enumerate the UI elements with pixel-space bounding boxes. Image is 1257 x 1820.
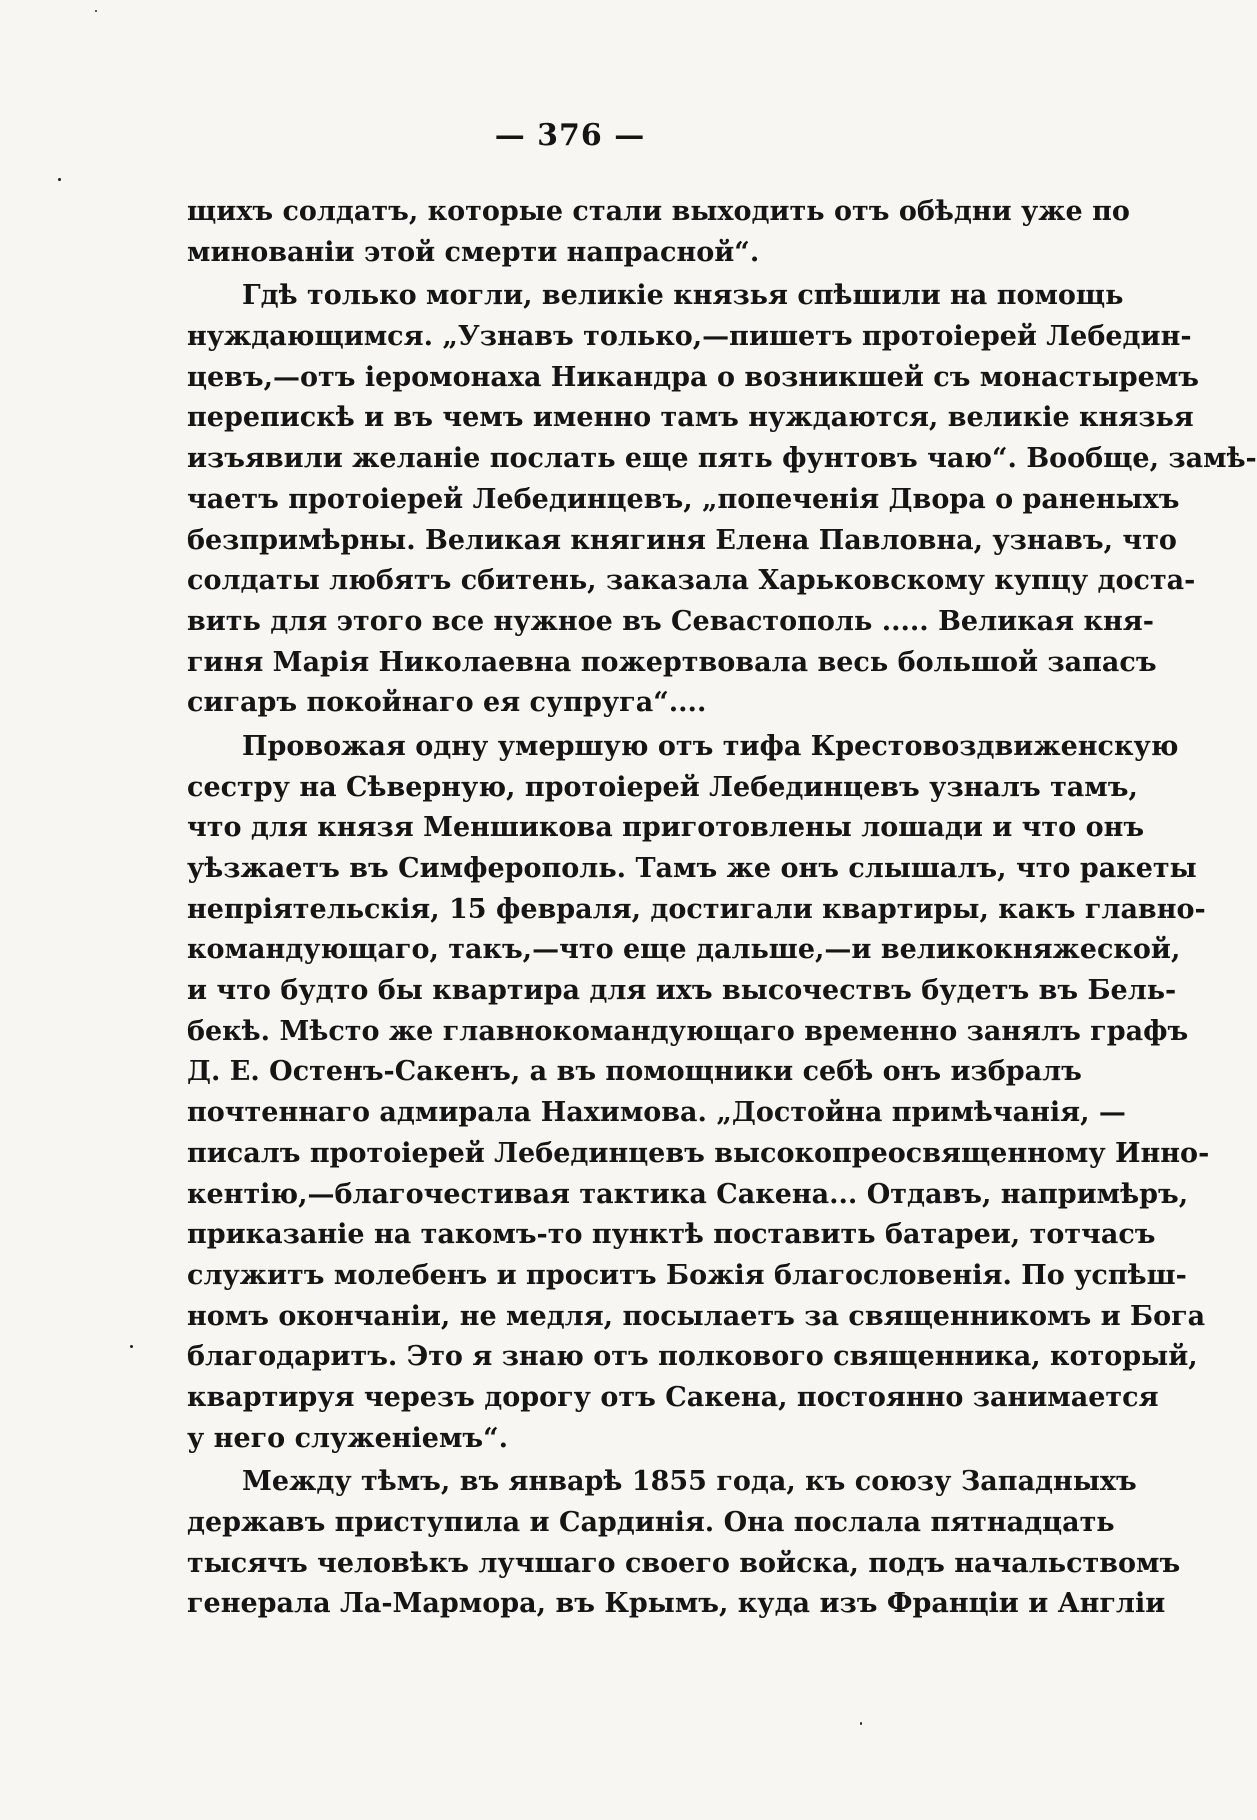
body-text bbox=[187, 192, 1257, 1625]
text-line: державъ приступила и Сардинія. Она послала пятнадцать bbox=[187, 1507, 1115, 1538]
text-line: генерала Ла-Мармора, въ Крымъ, куда изъ Франціи и Англіи bbox=[187, 1588, 1166, 1620]
text-line: солдаты любятъ сбитень, заказала Харьковскому купцу доста- bbox=[187, 565, 1196, 597]
text-line: Провожая одну умершую отъ тифа Крестовоздвиженскую bbox=[242, 730, 1179, 762]
text-line: сестру на Сѣверную, протоіерей Лебединцевъ узналъ тамъ, bbox=[187, 771, 1138, 803]
text-line: Между тѣмъ, въ январѣ 1855 года, къ союзу Западныхъ bbox=[242, 1466, 1137, 1498]
text-line: безпримѣрны. Великая княгиня Елена Павловна, узнавъ, что bbox=[187, 524, 1177, 556]
scan-speck bbox=[58, 178, 61, 181]
text-line: нуждающимся. „Узнавъ только,—пишетъ протоіерей Лебедин- bbox=[187, 321, 1192, 353]
text-line: перепискѣ и въ чемъ именно тамъ нуждаются, великіе князья bbox=[187, 402, 1194, 434]
text-line: что для князя Меншикова приготовлены лошади и что онъ bbox=[187, 812, 1145, 844]
text-line: квартируя черезъ дорогу отъ Сакена, постоянно занимается bbox=[187, 1381, 1159, 1413]
text-line: приказаніе на такомъ-то пунктѣ поставить батареи, тотчасъ bbox=[187, 1219, 1156, 1251]
text-line: цевъ,—отъ іеромонаха Никандра о возникшей съ монастыремъ bbox=[187, 361, 1199, 393]
text-line: писалъ протоіерей Лебединцевъ высокопреосвященному Инно- bbox=[187, 1137, 1210, 1169]
text-line: минованіи этой смерти напрасной“. bbox=[187, 236, 760, 268]
text-line: чаетъ протоіерей Лебединцевъ, „попеченія Двора о раненыхъ bbox=[187, 483, 1180, 515]
text-line: изъявили желаніе послать еще пять фунтовъ чаю“. Вообще, замѣ- bbox=[187, 443, 1257, 475]
text-line: Д. Е. Остенъ-Сакенъ, а въ помощники себѣ онъ избралъ bbox=[187, 1056, 1082, 1088]
text-line: номъ окончаніи, не медля, посылаетъ за священникомъ и Бога bbox=[187, 1300, 1206, 1332]
text-line: бекѣ. Мѣсто же главнокомандующаго временно занялъ графъ bbox=[187, 1015, 1189, 1047]
text-line: тысячъ человѣкъ лучшаго своего войска, подъ начальствомъ bbox=[187, 1547, 1181, 1579]
scan-speck bbox=[95, 10, 97, 12]
page-number: — 376 — bbox=[494, 118, 646, 153]
text-line: щихъ солдатъ, которые стали выходить отъ обѣдни уже по bbox=[187, 196, 1130, 227]
text-line: и что будто бы квартира для ихъ высочествъ будетъ въ Бель- bbox=[187, 975, 1177, 1007]
scan-edge-marks bbox=[980, 0, 1140, 12]
text-line: командующаго, такъ,—что еще дальше,—и великокняжеской, bbox=[187, 934, 1181, 966]
text-line: почтеннаго адмирала Нахимова. „Достойна примѣчанія, — bbox=[187, 1097, 1126, 1129]
text-line: уѣзжаетъ въ Симферополь. Тамъ же онъ слышалъ, что ракеты bbox=[187, 853, 1197, 884]
text-line: Гдѣ только могли, великіе князья спѣшили на помощь bbox=[242, 280, 1124, 312]
text-line: кентію,—благочестивая тактика Сакена... Отдавъ, напримѣръ, bbox=[187, 1178, 1189, 1210]
text-line: непріятельскія, 15 февраля, достигали квартиры, какъ главно- bbox=[187, 893, 1206, 925]
text-line: гиня Марія Николаевна пожертвовала весь большой запасъ bbox=[187, 646, 1157, 678]
text-line: у него служеніемъ“. bbox=[187, 1422, 509, 1454]
text-line: служитъ молебенъ и проситъ Божія благословенія. По успѣш- bbox=[187, 1259, 1187, 1291]
scan-speck bbox=[860, 1722, 862, 1725]
text-line: вить для этого все нужное въ Севастополь ..... Великая кня- bbox=[187, 605, 1154, 637]
text-line: благодаритъ. Это я знаю отъ полкового священника, который, bbox=[187, 1341, 1198, 1373]
scan-speck bbox=[130, 1345, 133, 1348]
text-line: сигаръ покойнаго ея супруга“.... bbox=[187, 687, 707, 719]
